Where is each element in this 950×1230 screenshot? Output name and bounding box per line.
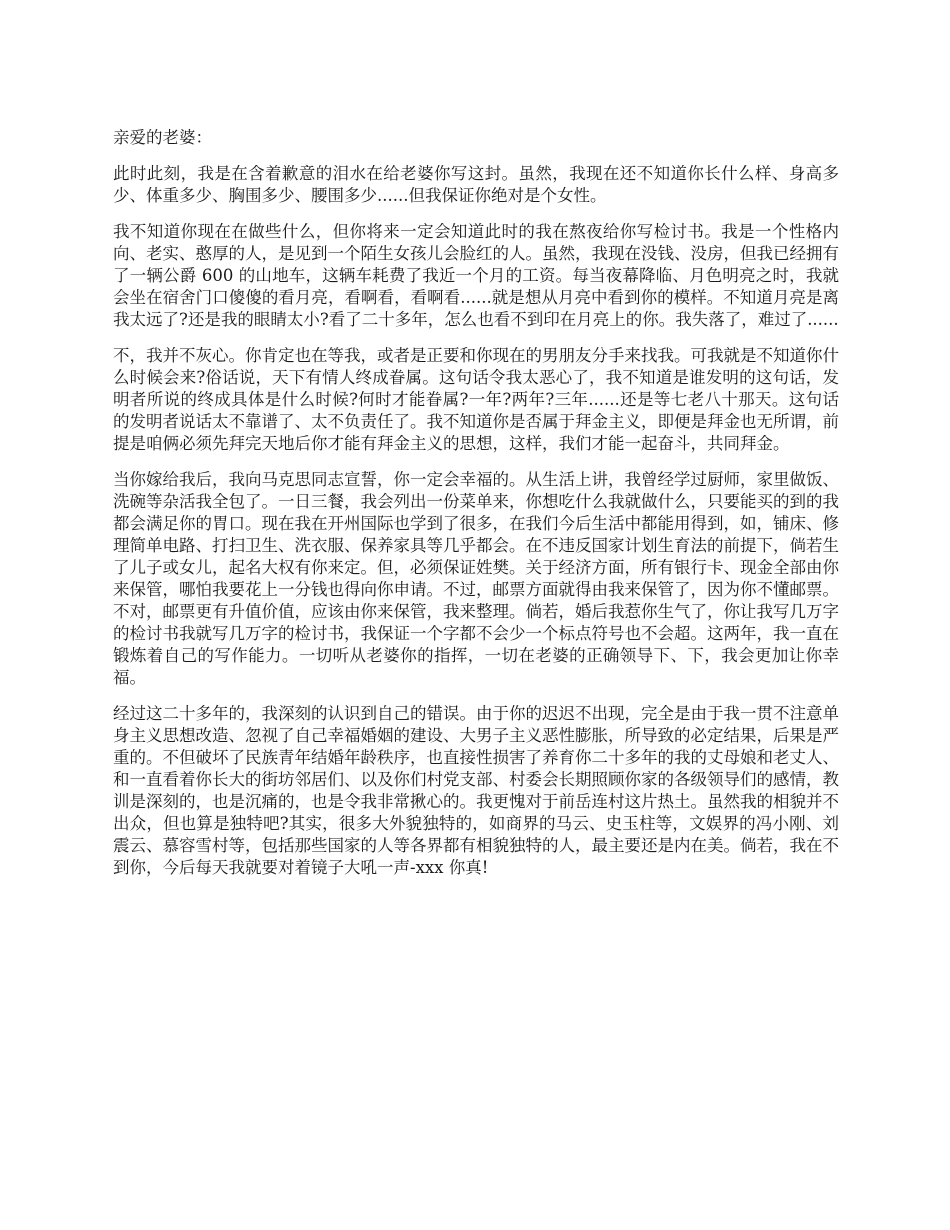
paragraph-1: 此时此刻，我是在含着歉意的泪水在给老婆你写这封。虽然，我现在还不知道你长什么样、身高多少、体重多少、胸围多少、腰围多少......但我保证你绝对是个女性。 bbox=[113, 164, 839, 205]
letter-body bbox=[113, 127, 839, 893]
paragraph-5: 经过这二十多年的，我深刻的认识到自己的错误。由于你的迟迟不出现，完全是由于我一贯不注意单身主义思想改造、忽视了自己幸福婚姻的建设、大男子主义恶性膨胀，所导致的必定结果，后果是严重的。不但破坏了民族青年结婚年龄秩序，也直接性损害了养育你二十多年的我的丈母娘和老丈人、和一直看着你长大的街坊邻居们、以及你们村党支部、村委会长期照顾你家的各级领导们的感情，教训是深刻的，也是沉痛的，也是令我非常揪心的。我更愧对于前岳连村这片热土。虽然我的相貌并不出众，但也算是独特吧?其实，很多大外貌独特的，如商界的马云、史玉柱等，文娱界的冯小刚、刘震云、慕容雪村等，包括那些国家的人等各界都有相貌独特的人，最主要还是内在美。倘若，我在不到你，今后每天我就要对着镜子大吼一声-xxx 你真! bbox=[113, 704, 839, 877]
letter-salutation: 亲爱的老婆： bbox=[113, 128, 212, 147]
paragraph-2: 我不知道你现在在做些什么，但你将来一定会知道此时的我在熬夜给你写检讨书。我是一个性格内向、老实、憨厚的人，是见到一个陌生女孩儿会脸红的人。虽然，我现在没钱、没房，但我已经拥有了一辆公爵 600 的山地车，这辆车耗费了我近一个月的工资。每当夜幕降临、月色明亮之时，我就会坐在宿舍门口傻傻的看月亮，看啊看，看啊看......就是想从月亮中看到你的模样。不知道月亮是离我太远了?还是我的眼睛太小?看了二十多年，怎么也看不到印在月亮上的你。我失落了，难过了...... bbox=[113, 222, 839, 329]
paragraph-3: 不，我并不灰心。你肯定也在等我，或者是正要和你现在的男朋友分手来找我。可我就是不知道你什么时候会来?俗话说，天下有情人终成眷属。这句话令我太恶心了，我不知道是谁发明的这句话，发明者所说的终成具体是什么时候?何时才能眷属?一年?两年?三年......还是等七老八十那天。这句话的发明者说话太不靠谱了、太不负责任了。我不知道你是否属于拜金主义，即便是拜金也无所谓，前提是咱俩必须先拜完天地后你才能有拜金主义的思想，这样，我们才能一起奋斗，共同拜金。 bbox=[113, 346, 839, 453]
paragraph-4: 当你嫁给我后，我向马克思同志宣誓，你一定会幸福的。从生活上讲，我曾经学过厨师，家里做饭、洗碗等杂活我全包了。一日三餐，我会列出一份菜单来，你想吃什么我就做什么，只要能买的到的我都会满足你的胃口。现在我在开州国际也学到了很多，在我们今后生活中都能用得到，如，铺床、修理简单电路、打扫卫生、洗衣服、保养家具等几乎都会。在不违反国家计划生育法的前提下，倘若生了儿子或女儿，起名大权有你来定。但，必须保证姓樊。关于经济方面，所有银行卡、现金全部由你来保管，哪怕我要花上一分钱也得向你申请。不过，邮票方面就得由我来保管了，因为你不懂邮票。不对，邮票更有升值价值，应该由你来保管，我来整理。倘若，婚后我惹你生气了，你让我写几万字的检讨书我就写几万字的检讨书，我保证一个字都不会少一个标点符号也不会超。这两年，我一直在锻炼着自己的写作能力。一切听从老婆你的指挥，一切在老婆的正确领导下、下，我会更加让你幸福。 bbox=[113, 470, 839, 687]
